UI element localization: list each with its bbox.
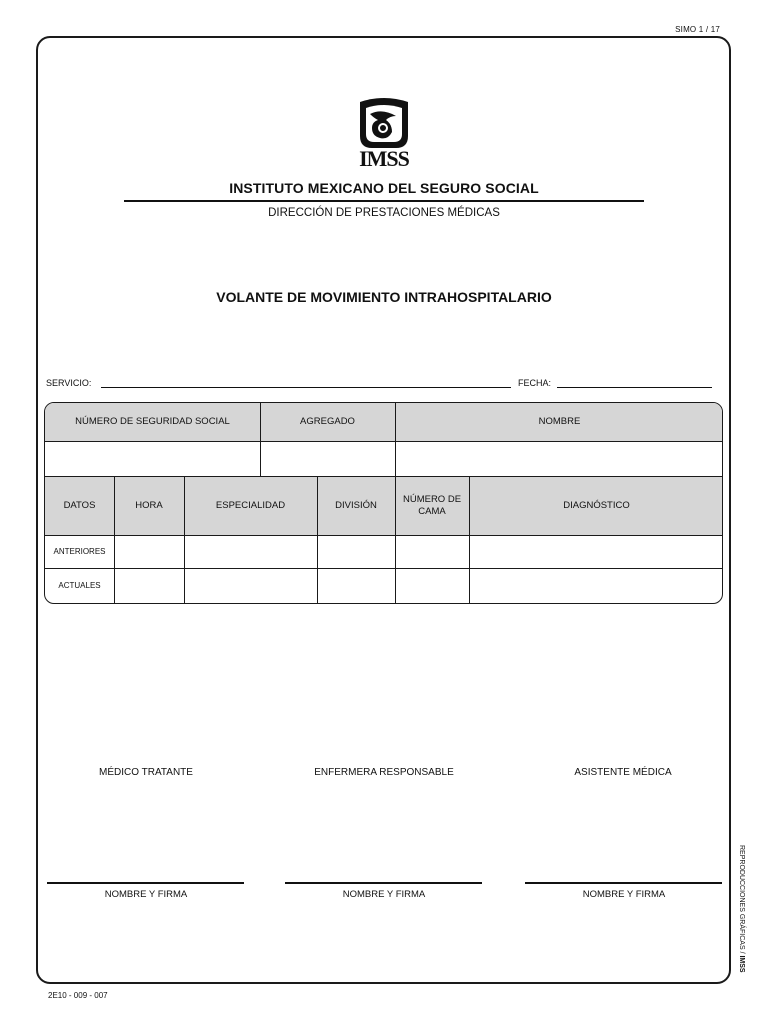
grid-line	[45, 568, 722, 569]
header-especialidad: ESPECIALIDAD	[215, 500, 286, 511]
fecha-field[interactable]	[557, 387, 712, 388]
patient-movement-table	[44, 402, 723, 604]
grid-line	[317, 476, 318, 604]
grid-line	[184, 476, 185, 604]
row-label-anteriores: ANTERIORES	[53, 547, 106, 556]
document-title: VOLANTE DE MOVIMIENTO INTRAHOSPITALARIO	[216, 289, 552, 305]
grid-line	[45, 535, 722, 536]
grid-line	[45, 476, 722, 477]
signature-title-asistente: ASISTENTE MÉDICA	[574, 767, 672, 778]
header-agregado: AGREGADO	[300, 416, 355, 427]
signature-label-asistente: NOMBRE Y FIRMA	[582, 889, 666, 900]
nss-input[interactable]	[45, 441, 260, 476]
grid-line	[469, 476, 470, 604]
anteriores-especialidad-input[interactable]	[184, 536, 317, 568]
anteriores-diagnostico-input[interactable]	[469, 536, 723, 568]
header-nombre: NOMBRE	[538, 416, 581, 427]
nombre-input[interactable]	[395, 441, 723, 476]
anteriores-cama-input[interactable]	[395, 536, 469, 568]
institution-name: INSTITUTO MEXICANO DEL SEGURO SOCIAL	[229, 180, 539, 196]
signature-label-enfermera: NOMBRE Y FIRMA	[342, 889, 426, 900]
anteriores-division-input[interactable]	[317, 536, 395, 568]
signature-line-medico[interactable]	[47, 882, 244, 884]
grid-line	[260, 403, 261, 476]
grid-line	[395, 403, 396, 604]
header-numero-cama: NÚMERO DE CAMA	[402, 494, 462, 517]
department-name: DIRECCIÓN DE PRESTACIONES MÉDICAS	[268, 207, 500, 219]
header-nss: NÚMERO DE SEGURIDAD SOCIAL	[75, 416, 230, 427]
grid-line	[114, 476, 115, 604]
grid-line	[45, 441, 722, 442]
form-code-top: SIMO 1 / 17	[675, 25, 720, 34]
imss-logo-text: IMSS	[359, 146, 409, 171]
actuales-especialidad-input[interactable]	[184, 568, 317, 603]
institution-divider	[124, 200, 644, 202]
header-diagnostico: DIAGNÓSTICO	[563, 500, 630, 511]
header-hora: HORA	[135, 500, 163, 511]
reproduction-note-prefix: REPRODUCCIONES GRÁFICAS /	[738, 845, 745, 956]
servicio-field[interactable]	[101, 387, 511, 388]
row-label-actuales: ACTUALES	[58, 580, 101, 590]
signature-line-enfermera[interactable]	[285, 882, 482, 884]
signature-title-enfermera: ENFERMERA RESPONSABLE	[314, 767, 454, 778]
imss-logo	[352, 96, 416, 172]
header-division: DIVISIÓN	[335, 500, 377, 511]
signature-label-medico: NOMBRE Y FIRMA	[104, 889, 188, 900]
actuales-division-input[interactable]	[317, 568, 395, 603]
actuales-diagnostico-input[interactable]	[469, 568, 723, 603]
fecha-label: FECHA:	[518, 378, 552, 388]
reproduction-note-brand: IMSS	[738, 955, 745, 973]
header-datos: DATOS	[63, 500, 96, 511]
agregado-input[interactable]	[260, 441, 395, 476]
servicio-label: SERVICIO:	[46, 378, 92, 388]
reproduction-note	[738, 845, 745, 973]
actuales-cama-input[interactable]	[395, 568, 469, 603]
anteriores-hora-input[interactable]	[114, 536, 184, 568]
signature-title-medico: MÉDICO TRATANTE	[99, 767, 193, 778]
form-code-bottom: 2E10 - 009 - 007	[48, 991, 108, 1000]
signature-line-asistente[interactable]	[525, 882, 722, 884]
actuales-hora-input[interactable]	[114, 568, 184, 603]
